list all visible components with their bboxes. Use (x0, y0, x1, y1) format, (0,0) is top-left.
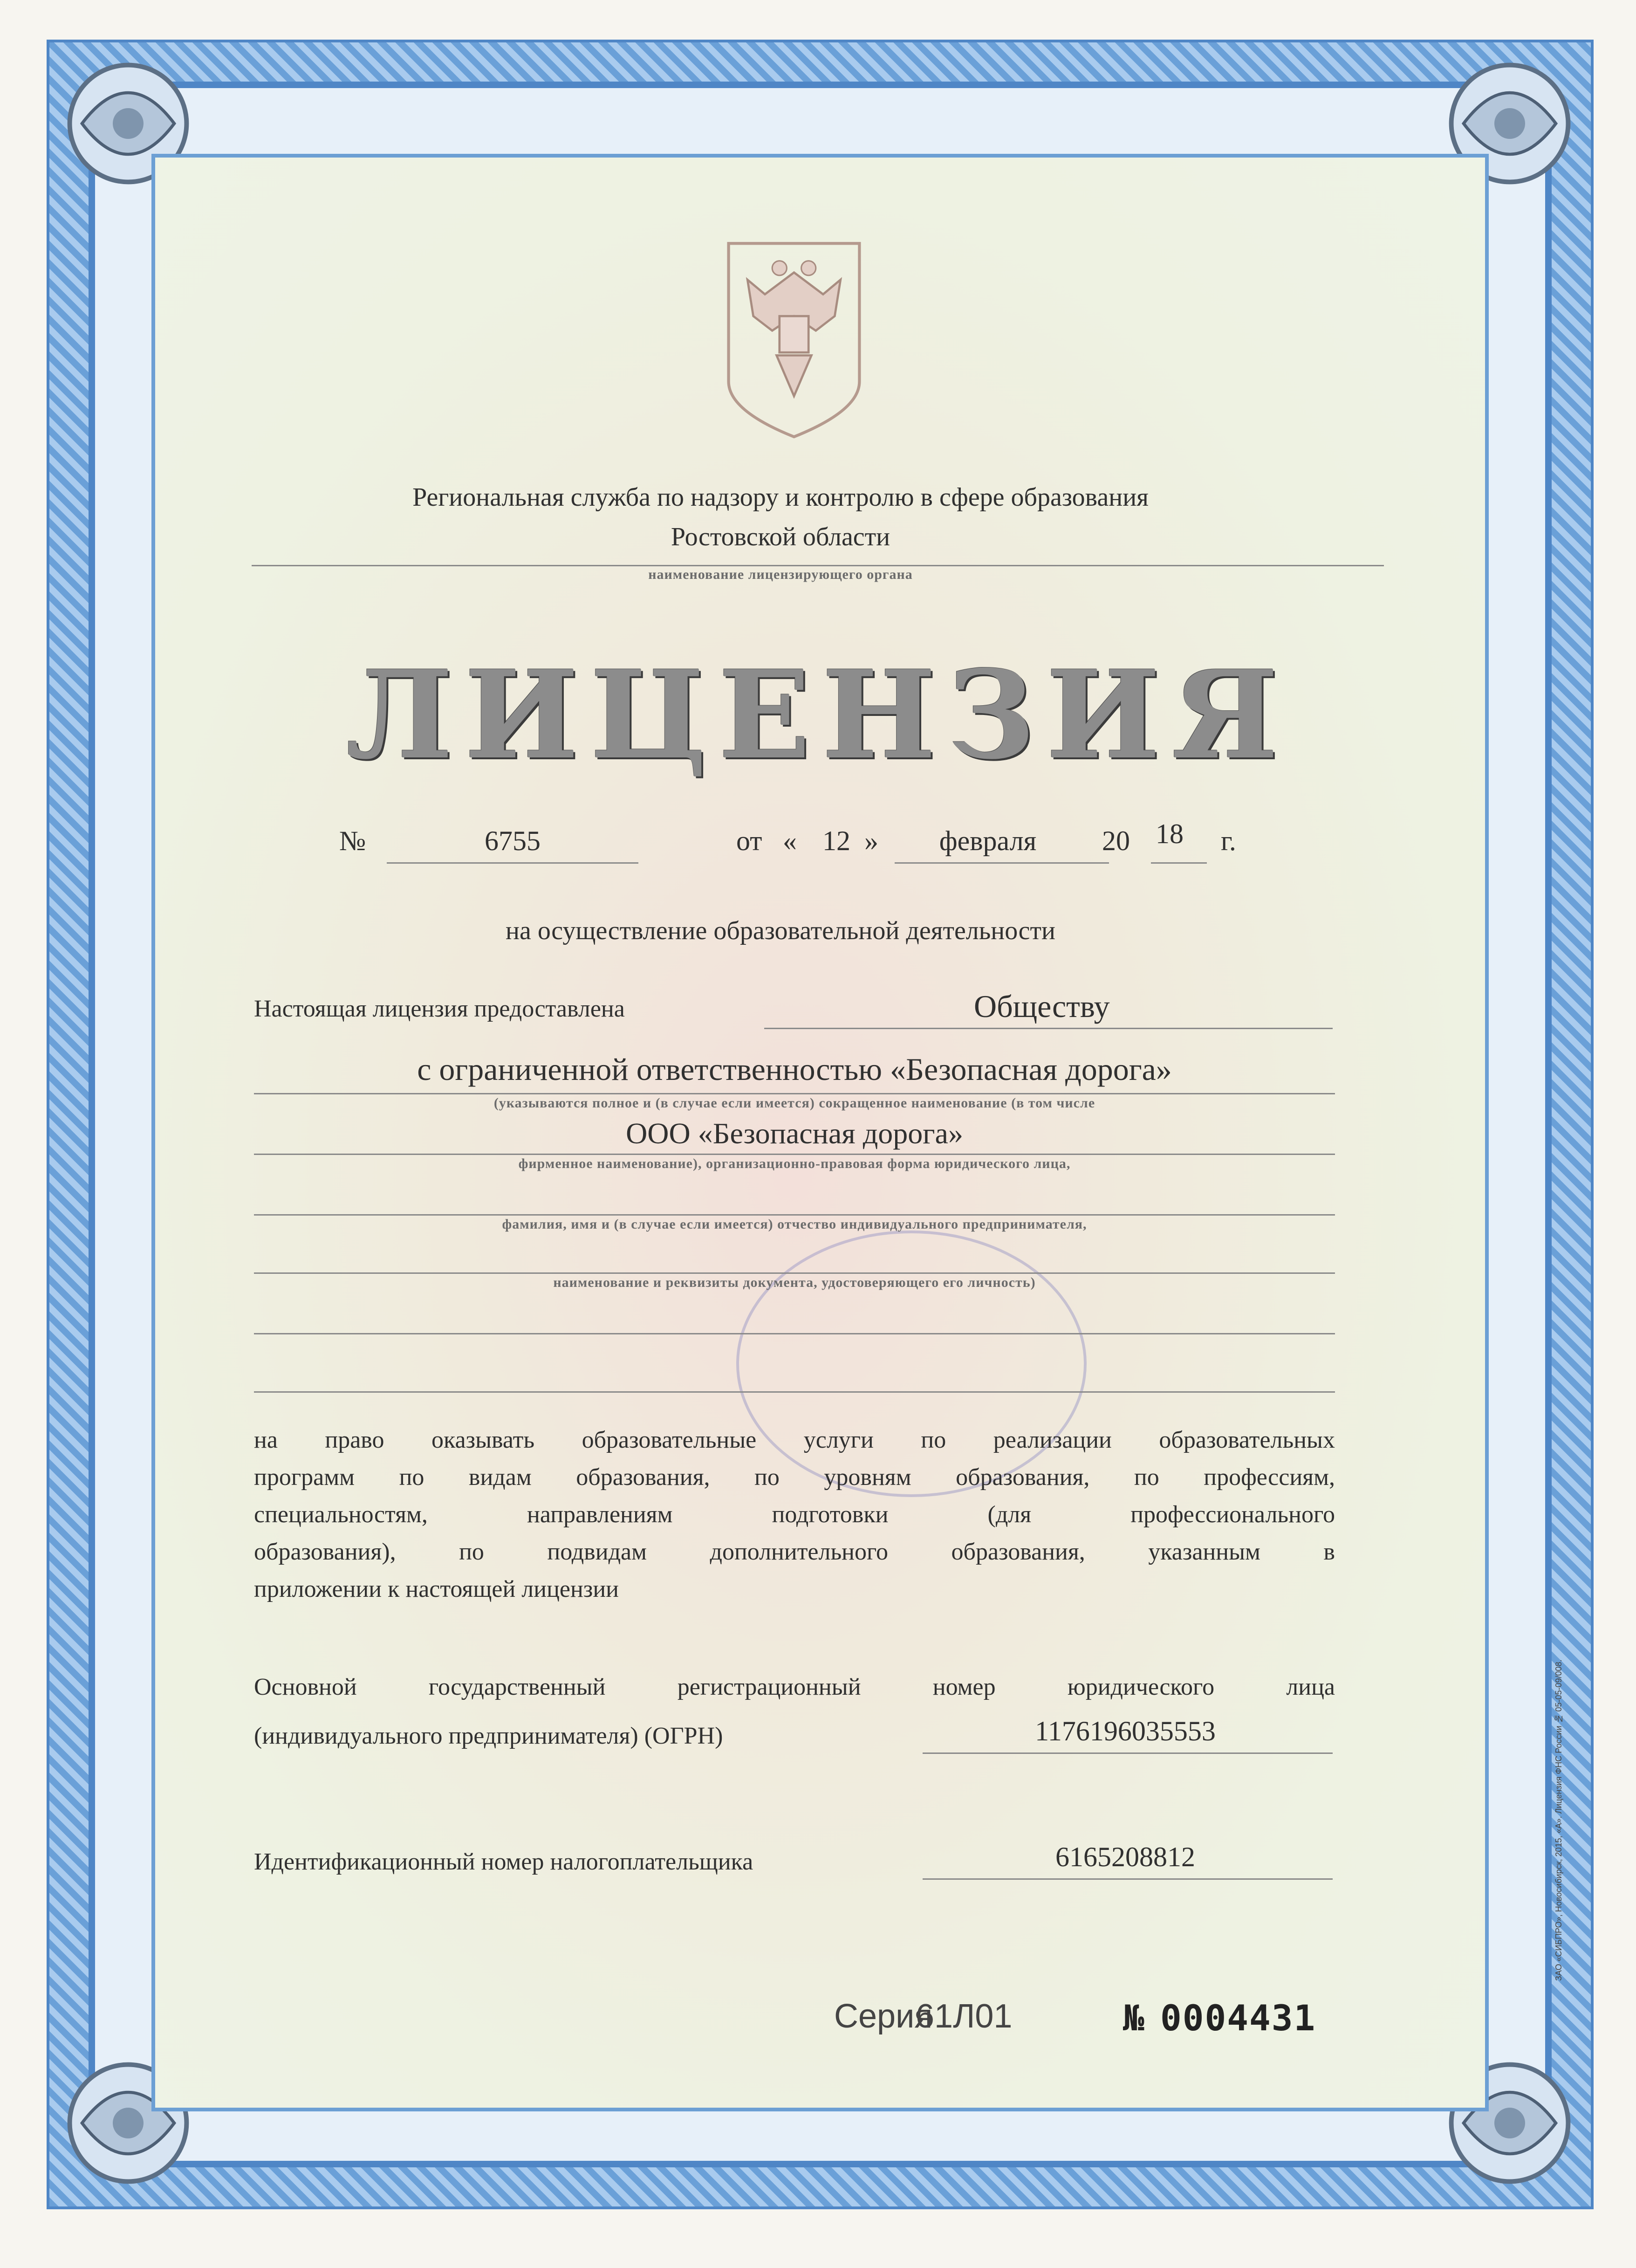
date-day: 12 (822, 825, 850, 856)
date-year-suffix: 18 (1156, 818, 1184, 849)
printer-imprint: ЗАО «СИБПРО», Новосибирск, 2015, «А». Лицензия ФНС России № 05-05-09/008. (1554, 1659, 1563, 1981)
inn-label: Идентификационный номер налогоплательщика (254, 1849, 753, 1875)
holder-underline-6 (254, 1333, 1335, 1334)
holder-caption-1: (указываются полное и (в случае если имеется) сокращенное наименование (в том числе (493, 1095, 1095, 1111)
ogrn-label-line1: Основной государственный регистрационный номер юридического лица (254, 1674, 1335, 1700)
license-number: 6755 (485, 825, 541, 856)
license-number-underline (387, 862, 638, 864)
series-value: 61Л01 (916, 1998, 1013, 2035)
ogrn-label-line2: (индивидуального предпринимателя) (ОГРН) (254, 1723, 723, 1749)
inn-underline (923, 1878, 1333, 1880)
rights-line-1: на право оказывать образовательные услуги по реализации образовательных (254, 1427, 1335, 1453)
document-title: ЛИЦЕНЗИЯ (346, 644, 1290, 786)
holder-underline-3 (254, 1154, 1335, 1155)
ogrn-underline (923, 1753, 1333, 1754)
license-purpose: на осуществление образовательной деятельности (506, 916, 1055, 945)
rights-line-4: образования), по подвидам дополнительного образования, указанным в (254, 1539, 1335, 1565)
issuer-name-line2: Ростовской области (671, 522, 890, 551)
rights-line-5: приложении к настоящей лицензии (254, 1576, 619, 1602)
issuer-caption: наименование лицензирующего органа (648, 567, 913, 582)
inn-value: 6165208812 (1055, 1842, 1195, 1872)
holder-underline-2 (254, 1093, 1335, 1094)
holder-underline-1 (764, 1028, 1333, 1029)
series-number-label: № (1123, 1997, 1145, 2039)
holder-caption-4: наименование и реквизиты документа, удостоверяющего его личность) (553, 1275, 1036, 1290)
date-year-label: г. (1221, 825, 1236, 856)
holder-name-part2: с ограниченной ответственностью «Безопасная дорога» (417, 1052, 1172, 1087)
issuer-name-line1: Региональная служба по надзору и контролю в сфере образования (412, 483, 1149, 512)
issuer-underline (252, 565, 1384, 566)
holder-name-part1: Обществу (974, 989, 1110, 1024)
seal-stamp (736, 1230, 1087, 1497)
date-year-prefix: 20 (1102, 825, 1130, 856)
holder-caption-3: фамилия, имя и (в случае если имеется) отчество индивидуального предпринимателя, (502, 1216, 1087, 1232)
series-number: 0004431 (1160, 1997, 1316, 2039)
date-month-underline (895, 862, 1109, 864)
rights-line-3: специальностям, направлениям подготовки (для профессионального (254, 1501, 1335, 1528)
date-year-underline (1151, 862, 1207, 864)
holder-underline-4 (254, 1214, 1335, 1216)
date-quote-close: » (864, 825, 878, 856)
date-from-label: от (736, 825, 762, 856)
ogrn-value: 1176196035553 (1035, 1716, 1216, 1746)
coat-of-arms-emblem (721, 235, 867, 440)
license-number-label: № (339, 825, 366, 856)
holder-underline-7 (254, 1391, 1335, 1393)
date-quote-open: « (783, 825, 797, 856)
rights-line-2: программ по видам образования, по уровням образования, по профессиям, (254, 1464, 1335, 1491)
series-label: Серия (834, 1998, 933, 2035)
holder-underline-5 (254, 1272, 1335, 1274)
date-month: февраля (939, 825, 1037, 856)
holder-intro: Настоящая лицензия предоставлена (254, 996, 625, 1022)
holder-caption-2: фирменное наименование), организационно-правовая форма юридического лица, (518, 1156, 1071, 1171)
holder-short-name: ООО «Безопасная дорога» (626, 1117, 963, 1150)
